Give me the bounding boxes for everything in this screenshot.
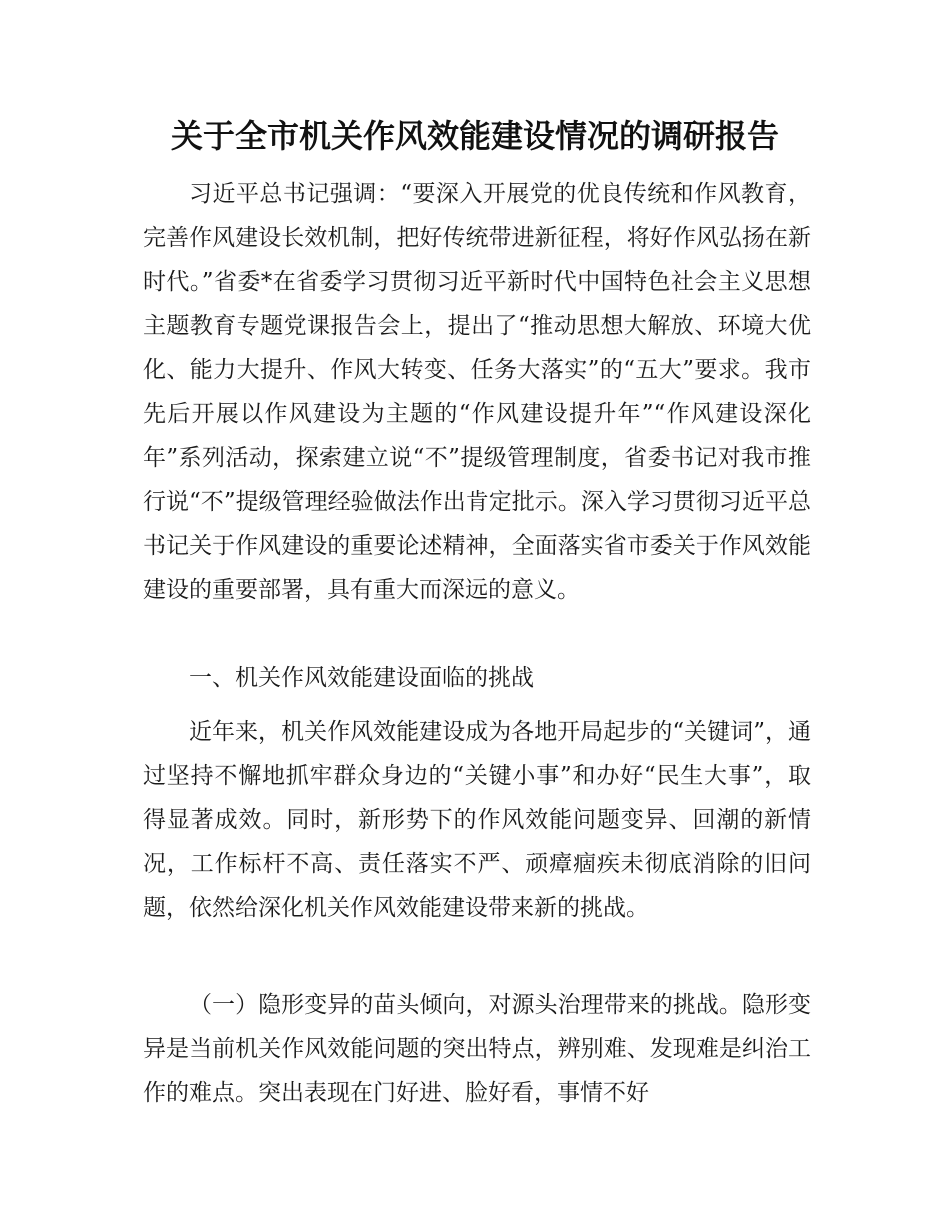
paragraph-subsection-1: （一）隐形变异的苗头倾向，对源头治理带来的挑战。隐形变异是当前机关作风效能问题的突出特点，辨别难、发现难是纠治工作的难点。突出表现在门好进、脸好看，事情不好 (143, 992, 811, 1106)
paragraph-challenges: 近年来，机关作风效能建设成为各地开局起步的“关键词”，通过坚持不懈地抓牢群众身边的“关键小事”和办好“民生大事”，取得显著成效。同时，新形势下的作风效能问题变异、回潮的新情况，工作标杆不高、责任落实不严、顽瘴痼疾未彻底消除的旧问题，依然给深化机关作风效能建设带来新的挑战。 (143, 719, 811, 921)
paragraph-intro: 习近平总书记强调：“要深入开展党的优良传统和作风教育，完善作风建设长效机制，把好传统带进新征程，将好作风弘扬在新时代。”省委*在省委学习贯彻习近平新时代中国特色社会主义思想主题教育专题党课报告会上，提出了“推动思想大解放、环境大优化、能力大提升、作风大转变、任务大落实”的“五大”要求。我市先后开展以作风建设为主题的“作风建设提升年”“作风建设深化年”系列活动，探索建立说“不”提级管理制度，省委书记对我市推行说“不”提级管理经验做法作出肯定批示。深入学习贯彻习近平总书记关于作风建设的重要论述精神，全面落实省市委关于作风效能建设的重要部署，具有重大而深远的意义。 (143, 181, 811, 603)
document-title: 关于全市机关作风效能建设情况的调研报告 (170, 117, 779, 155)
section-heading-1: 一、机关作风效能建设面临的挑战 (189, 665, 534, 691)
